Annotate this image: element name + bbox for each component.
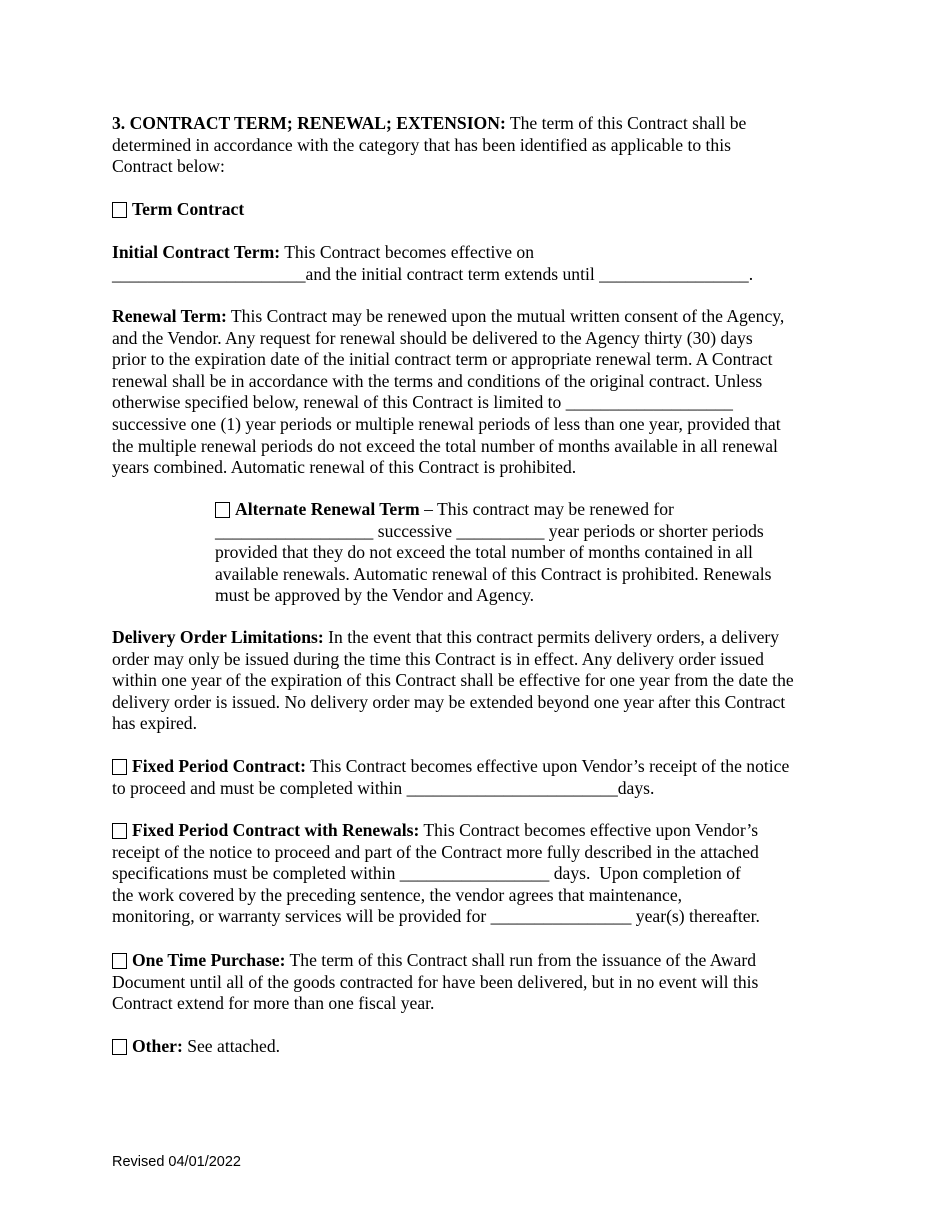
alternate-renewal-term-paragraph: Alternate Renewal Term – This contract may be renewed for __________________ successive __________ year periods or shorter periods provided that they do not exceed the total number of months contained in all available renewals. Automatic renewal of this Contract is prohibited. Renewals must be approved by the Vendor and Agency. [215,499,772,606]
delivery-order-heading: Delivery Order Limitations: [112,627,324,647]
one-time-purchase-heading: One Time Purchase: [132,950,286,970]
term-contract-label: Term Contract [132,199,245,219]
other-option-paragraph: Other: See attached. [112,1036,842,1058]
section-3-heading: 3. CONTRACT TERM; RENEWAL; EXTENSION: [112,113,506,133]
alternate-renewal-heading: Alternate Renewal Term [235,499,420,519]
initial-term-heading: Initial Contract Term: [112,242,281,262]
fixed-period-checkbox[interactable] [112,759,127,775]
one-time-purchase-checkbox[interactable] [112,953,127,969]
other-checkbox[interactable] [112,1039,127,1055]
fixed-period-renewals-heading: Fixed Period Contract with Renewals: [132,820,420,840]
delivery-order-paragraph: Delivery Order Limitations: In the event that this contract permits delivery orders, a delivery order may only be issued during the time this Contract is in effect. Any delivery order issued within one year of the expiration of this Contract shall be effective for one year from the date the delivery order is issued. No delivery order may be extended beyond one year after this Contract has expired. [112,627,794,734]
renewal-term-heading: Renewal Term: [112,306,227,326]
section-3-paragraph: 3. CONTRACT TERM; RENEWAL; EXTENSION: The term of this Contract shall be determined in accordance with the category that has been identified as applicable to this Contract below: [112,113,747,177]
other-heading: Other: [132,1036,183,1056]
renewal-term-paragraph: Renewal Term: This Contract may be renewed upon the mutual written consent of the Agency, and the Vendor. Any request for renewal should be delivered to the Agency thirty (30) days prior to the expiration date of the initial contract term or appropriate renewal term. A Contract renewal shall be in accordance with the terms and conditions of the original contract. Unless otherwise specified below, renewal of this Contract is limited to ___________________ successive one (1) year periods or multiple renewal periods of less than one year, provided that the multiple renewal periods do not exceed the total number of months available in all renewal years combined. Automatic renewal of this Contract is prohibited. [112,306,785,478]
one-time-purchase-paragraph: One Time Purchase: The term of this Contract shall run from the issuance of the Award Document until all of the goods contracted for have been delivered, but in no event will this Contract extend for more than one fiscal year. [112,950,759,1014]
term-contract-checkbox[interactable] [112,202,127,218]
fixed-period-renewals-checkbox[interactable] [112,823,127,839]
revision-footer: Revised 04/01/2022 [112,1154,241,1170]
term-contract-option [112,199,842,221]
fixed-period-contract-paragraph: Fixed Period Contract: This Contract becomes effective upon Vendor’s receipt of the notice to proceed and must be completed within ________________________days. [112,756,790,798]
fixed-period-renewals-paragraph: Fixed Period Contract with Renewals: This Contract becomes effective upon Vendor’s receipt of the notice to proceed and part of the Contract more fully described in the attached specifications must be completed within _________________ days. Upon completion of the work covered by the preceding sentence, the vendor agrees that maintenance, monitoring, or warranty services will be provided for ________________ year(s) thereafter. [112,820,760,927]
alternate-renewal-checkbox[interactable] [215,502,230,518]
fixed-period-heading: Fixed Period Contract: [132,756,306,776]
initial-contract-term-paragraph: Initial Contract Term: This Contract becomes effective on ______________________and the initial contract term extends until _________________. [112,242,754,284]
